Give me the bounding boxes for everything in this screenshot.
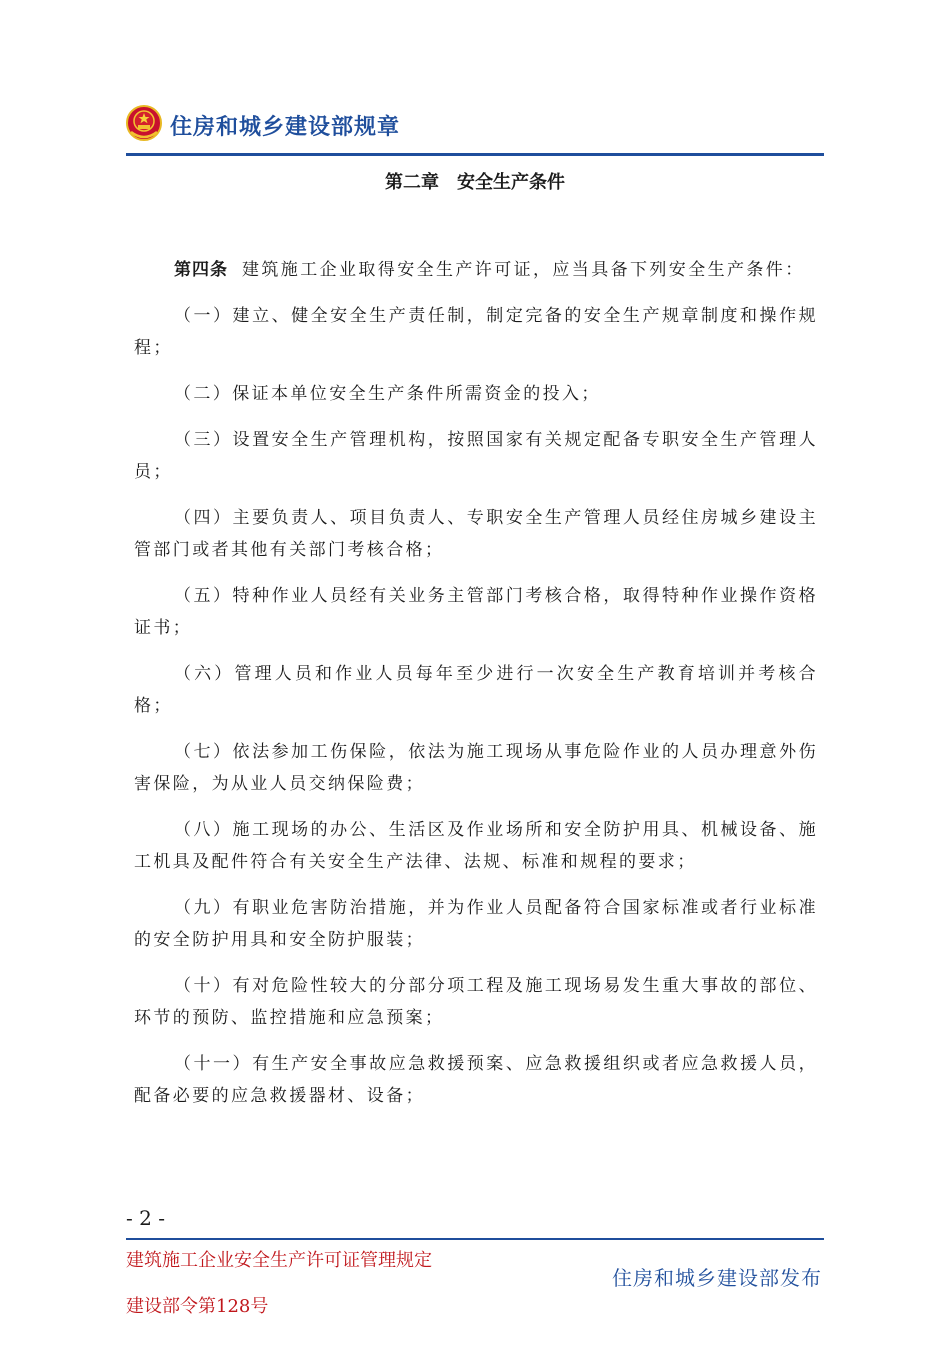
national-emblem-icon bbox=[126, 104, 162, 142]
article-intro-text: 建筑施工企业取得安全生产许可证，应当具备下列安全生产条件： bbox=[242, 260, 805, 280]
article-intro bbox=[134, 254, 818, 286]
article-label: 第四条 bbox=[174, 260, 228, 280]
publisher: 住房和城乡建设部发布 bbox=[612, 1266, 822, 1290]
list-item: （五）特种作业人员经有关业务主管部门考核合格，取得特种作业操作资格证书； bbox=[134, 586, 818, 638]
page-header bbox=[126, 104, 824, 156]
list-item: （二）保证本单位安全生产条件所需资金的投入； bbox=[174, 384, 601, 404]
header-divider bbox=[126, 153, 824, 156]
list-item: （四）主要负责人、项目负责人、专职安全生产管理人员经住房城乡建设主管部门或者其他有关部门考核合格； bbox=[134, 508, 818, 560]
footer-divider bbox=[126, 1238, 824, 1240]
list-item: （十一）有生产安全事故应急救援预案、应急救援组织或者应急救援人员，配备必要的应急救援器材、设备； bbox=[134, 1054, 818, 1106]
list-item: （一）建立、健全安全生产责任制，制定完备的安全生产规章制度和操作规程； bbox=[134, 306, 818, 358]
list-item: （六）管理人员和作业人员每年至少进行一次安全生产教育培训并考核合格； bbox=[134, 664, 818, 716]
list-item: （十）有对危险性较大的分部分项工程及施工现场易发生重大事故的部位、环节的预防、监控措施和应急预案； bbox=[134, 976, 818, 1028]
list-item: （九）有职业危害防治措施，并为作业人员配备符合国家标准或者行业标准的安全防护用具和安全防护服装； bbox=[134, 898, 818, 950]
chapter-title: 第二章 安全生产条件 bbox=[385, 172, 565, 193]
document-number: 建设部令第128号 bbox=[126, 1296, 269, 1317]
page-number: - 2 - bbox=[126, 1206, 165, 1230]
list-item: （八）施工现场的办公、生活区及作业场所和安全防护用具、机械设备、施工机具及配件符合有关安全生产法律、法规、标准和规程的要求； bbox=[134, 820, 818, 872]
document-name: 建筑施工企业安全生产许可证管理规定 bbox=[126, 1250, 432, 1271]
header-title: 住房和城乡建设部规章 bbox=[170, 114, 401, 140]
list-item: （七）依法参加工伤保险，依法为施工现场从事危险作业的人员办理意外伤害保险，为从业人员交纳保险费； bbox=[134, 742, 818, 794]
list-item: （三）设置安全生产管理机构，按照国家有关规定配备专职安全生产管理人员； bbox=[134, 430, 818, 482]
article-body bbox=[134, 254, 818, 1126]
